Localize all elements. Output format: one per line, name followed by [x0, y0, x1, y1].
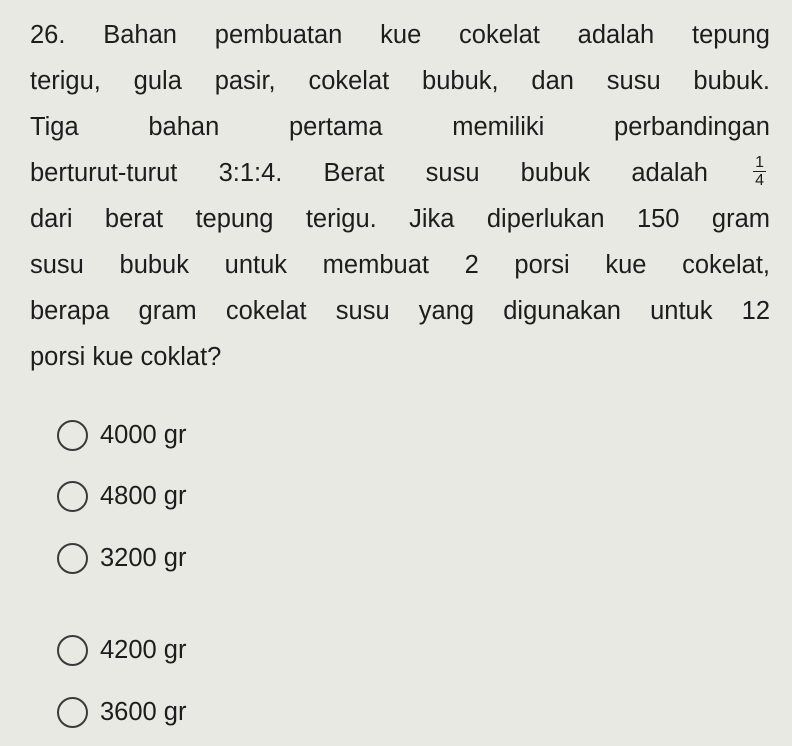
answer-option-label: 4000 gr: [100, 421, 187, 449]
fraction-numerator: 1: [755, 153, 764, 171]
answer-option[interactable]: [57, 697, 187, 728]
radio-button[interactable]: [57, 543, 88, 574]
radio-button[interactable]: [57, 697, 88, 728]
question-line: susu bubuk untuk membuat 2 porsi kue cokelat,: [30, 251, 770, 279]
fraction: [753, 154, 766, 189]
question-text: [30, 12, 770, 380]
answer-option-label: 3600 gr: [100, 698, 187, 726]
answer-option-label: 4800 gr: [100, 482, 187, 510]
question-line: berapa gram cokelat susu yang digunakan untuk 12: [30, 297, 770, 325]
answer-option[interactable]: [57, 481, 187, 512]
question-line: Tiga bahan pertama memiliki perbandingan: [30, 113, 770, 141]
question-line: porsi kue coklat?: [30, 343, 222, 371]
answer-option[interactable]: [57, 420, 187, 451]
question-line-with-fraction: [30, 150, 770, 196]
answer-option[interactable]: [57, 543, 187, 574]
answer-option-label: 4200 gr: [100, 636, 187, 664]
question-line: 26. Bahan pembuatan kue cokelat adalah tepung: [30, 21, 770, 49]
radio-button[interactable]: [57, 420, 88, 451]
answer-option-label: 3200 gr: [100, 544, 187, 572]
fraction-denominator: 4: [755, 171, 764, 189]
radio-button[interactable]: [57, 481, 88, 512]
answer-option[interactable]: [57, 635, 187, 666]
question-line-text: berturut-turut 3:1:4. Berat susu bubuk adalah: [30, 159, 708, 187]
question-line: terigu, gula pasir, cokelat bubuk, dan susu bubuk.: [30, 67, 770, 95]
question-line: dari berat tepung terigu. Jika diperlukan 150 gram: [30, 205, 770, 233]
radio-button[interactable]: [57, 635, 88, 666]
